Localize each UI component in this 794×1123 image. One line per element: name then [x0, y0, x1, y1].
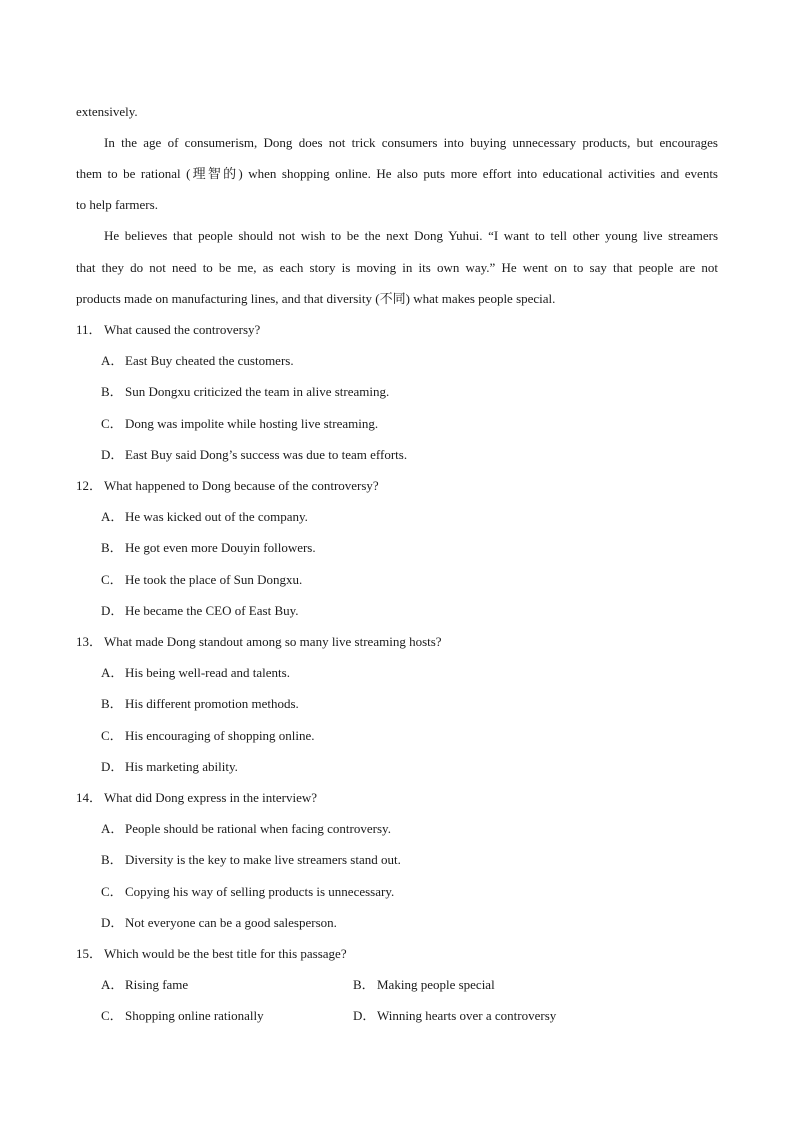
option-12-a[interactable] — [101, 509, 308, 525]
option-letter: D． — [101, 915, 124, 930]
passage-line: to help farmers. — [76, 197, 158, 212]
option-text: Copying his way of selling products is unnecessary. — [125, 884, 395, 899]
question-number: 13． — [76, 634, 103, 649]
option-text: His different promotion methods. — [125, 696, 299, 711]
option-letter: A． — [101, 821, 124, 836]
option-letter: C． — [101, 416, 123, 431]
option-text: East Buy said Dong’s success was due to team efforts. — [125, 447, 408, 462]
option-text: Rising fame — [125, 977, 189, 992]
option-14-d[interactable] — [101, 915, 337, 931]
question-13 — [76, 634, 442, 650]
option-text: Sun Dongxu criticized the team in alive streaming. — [125, 384, 390, 399]
option-text: His encouraging of shopping online. — [125, 728, 315, 743]
question-14 — [76, 790, 317, 806]
question-number: 12． — [76, 478, 103, 493]
option-letter: B． — [101, 384, 123, 399]
option-text: He became the CEO of East Buy. — [125, 603, 299, 618]
option-letter: C． — [101, 1008, 123, 1023]
option-letter: D． — [101, 603, 124, 618]
option-text: Shopping online rationally — [125, 1008, 264, 1023]
option-12-d[interactable] — [101, 603, 299, 619]
option-11-a[interactable] — [101, 353, 294, 369]
option-letter: B． — [101, 696, 123, 711]
question-12 — [76, 478, 379, 494]
question-text: Which would be the best title for this passage? — [104, 946, 347, 961]
option-15-d[interactable] — [353, 1008, 556, 1024]
option-text: He was kicked out of the company. — [125, 509, 308, 524]
option-letter: D． — [101, 447, 124, 462]
option-text: His marketing ability. — [125, 759, 238, 774]
question-number: 11． — [76, 322, 102, 337]
option-letter: A． — [101, 353, 124, 368]
option-12-b[interactable] — [101, 540, 316, 556]
option-15-c[interactable] — [101, 1008, 264, 1024]
option-letter: C． — [101, 572, 123, 587]
option-text: Not everyone can be a good salesperson. — [125, 915, 337, 930]
passage-line: extensively. — [76, 104, 138, 119]
option-text: Diversity is the key to make live streamers stand out. — [125, 852, 401, 867]
question-text: What did Dong express in the interview? — [104, 790, 317, 805]
option-text: East Buy cheated the customers. — [125, 353, 294, 368]
option-letter: B． — [101, 852, 123, 867]
option-letter: A． — [101, 977, 124, 992]
question-text: What made Dong standout among so many live streaming hosts? — [104, 634, 442, 649]
question-15 — [76, 946, 347, 962]
option-12-c[interactable] — [101, 572, 302, 588]
question-11 — [76, 322, 260, 338]
option-text: People should be rational when facing controversy. — [125, 821, 391, 836]
option-text: Dong was impolite while hosting live streaming. — [125, 416, 379, 431]
passage-line: that they do not need to be me, as each story is moving in its own way.” He went on to say that people are not — [76, 260, 718, 275]
option-text: He took the place of Sun Dongxu. — [125, 572, 303, 587]
question-number: 15． — [76, 946, 103, 961]
question-text: What caused the controversy? — [104, 322, 261, 337]
option-letter: C． — [101, 884, 123, 899]
option-13-b[interactable] — [101, 696, 299, 712]
option-text: Making people special — [377, 977, 495, 992]
option-14-a[interactable] — [101, 821, 391, 837]
option-text: He got even more Douyin followers. — [125, 540, 316, 555]
option-letter: B． — [353, 977, 375, 992]
option-15-b[interactable] — [353, 977, 495, 993]
option-13-d[interactable] — [101, 759, 238, 775]
option-letter: A． — [101, 665, 124, 680]
option-letter: C． — [101, 728, 123, 743]
passage-line: them to be rational (理智的) when shopping online. He also puts more effort into educational activities and events — [76, 166, 718, 181]
option-letter: B． — [101, 540, 123, 555]
passage-line: products made on manufacturing lines, and that diversity (不同) what makes people special. — [76, 291, 556, 306]
passage-line: He believes that people should not wish to be the next Dong Yuhui. “I want to tell other young live streamers — [104, 228, 718, 243]
option-letter: A． — [101, 509, 124, 524]
option-14-c[interactable] — [101, 884, 394, 900]
option-13-a[interactable] — [101, 665, 290, 681]
option-15-a[interactable] — [101, 977, 188, 993]
option-text: His being well-read and talents. — [125, 665, 290, 680]
option-11-b[interactable] — [101, 384, 389, 400]
question-text: What happened to Dong because of the controversy? — [104, 478, 379, 493]
option-letter: D． — [101, 759, 124, 774]
option-11-c[interactable] — [101, 416, 378, 432]
option-11-d[interactable] — [101, 447, 407, 463]
option-text: Winning hearts over a controversy — [377, 1008, 557, 1023]
question-number: 14． — [76, 790, 103, 805]
option-letter: D． — [353, 1008, 376, 1023]
option-14-b[interactable] — [101, 852, 401, 868]
passage-line: In the age of consumerism, Dong does not trick consumers into buying unnecessary products, but encourages — [104, 135, 718, 150]
option-13-c[interactable] — [101, 728, 315, 744]
